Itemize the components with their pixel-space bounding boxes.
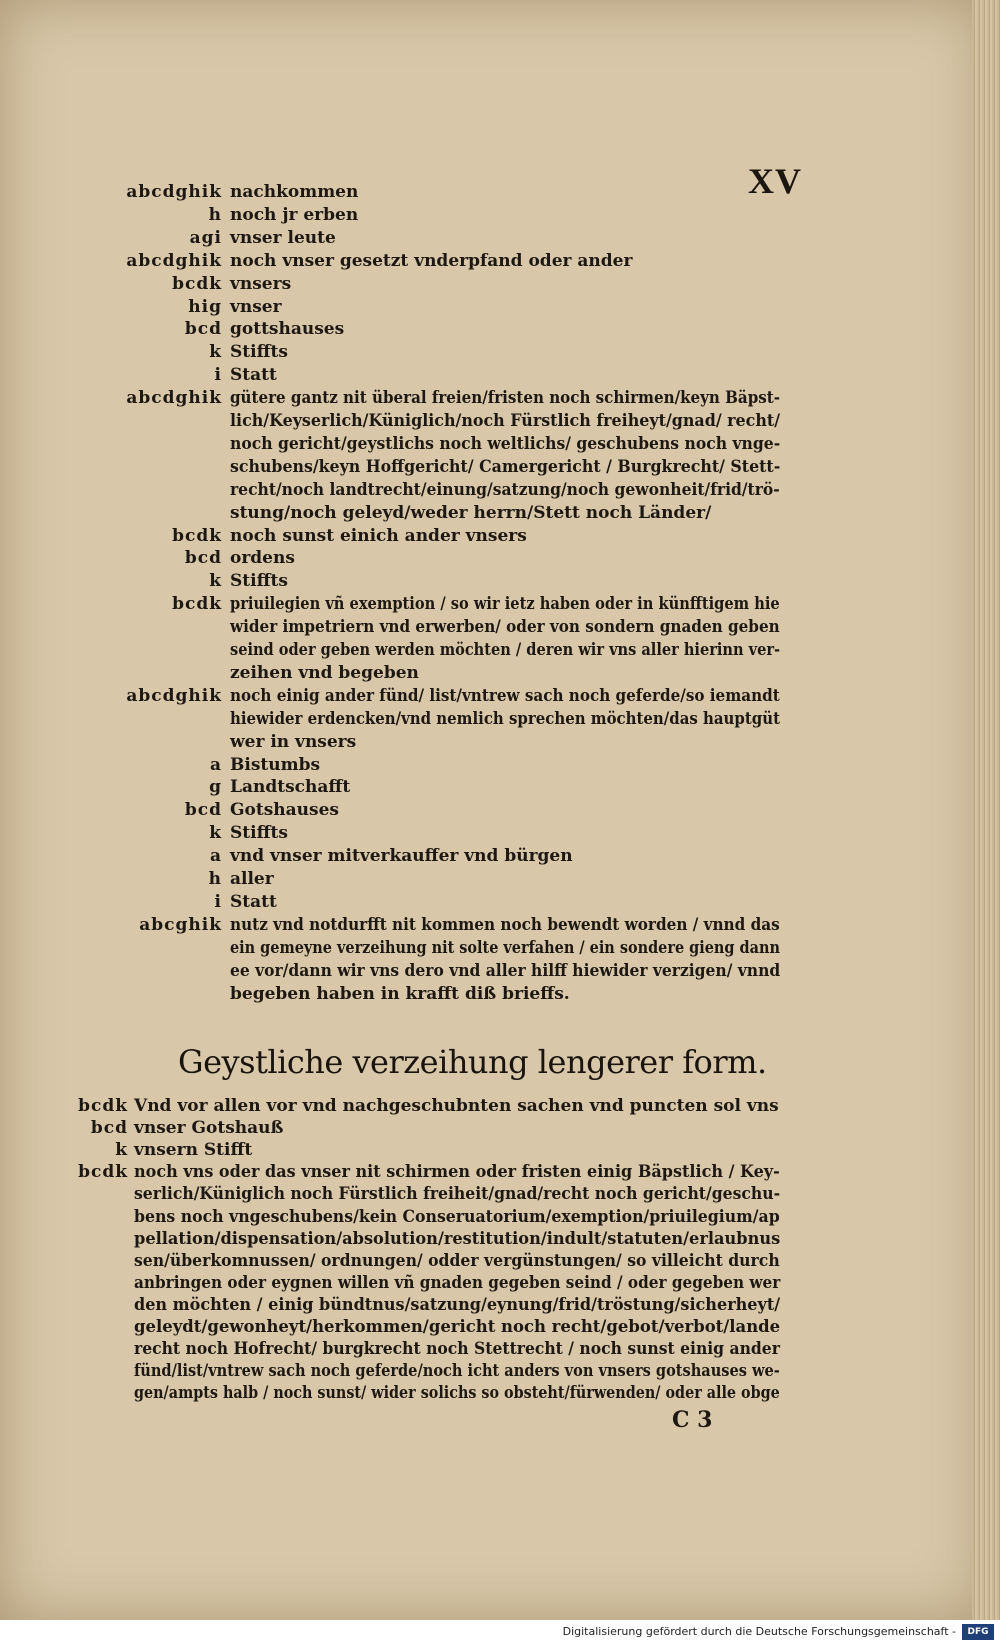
line-text: geleydt/gewonheyt/herkommen/gericht noch recht/gebot/verbot/lande (134, 1317, 781, 1337)
line-text: Stiffts (230, 571, 288, 592)
signature-mark: C 3 (672, 1407, 713, 1433)
line-text: fünd/list/vntrew sach noch geferde/noch icht anders von vnsers gotshauses we- (134, 1361, 780, 1382)
line-text: hiewider erdencken/vnd nemlich sprechen möchten/das hauptgüt (230, 708, 780, 729)
dfg-logo: DFG (962, 1624, 994, 1640)
line-text: vnser leute (230, 227, 336, 248)
line-text: noch vns oder das vnser nit schirmen oder fristen einig Bäpstlich / Key- (134, 1162, 780, 1183)
line-text: stung/noch geleyd/weder herrn/Stett noch Länder/ (230, 502, 712, 523)
line-text: pellation/dispensation/absolution/restitution/indult/statuten/erlaubnus (134, 1228, 781, 1249)
manuscript-code: bcdk (78, 1162, 128, 1183)
manuscript-code: abcdghik (126, 685, 222, 706)
manuscript-code: bcdk (172, 525, 222, 546)
manuscript-code: i (214, 891, 222, 912)
manuscript-code: abcghik (139, 914, 222, 935)
manuscript-code: bcdk (172, 273, 222, 294)
line-text: Stiffts (230, 342, 288, 363)
line-text: noch jr erben (230, 204, 359, 225)
line-text: anbringen oder eygnen willen vñ gnaden gegeben seind / oder gegeben wer (134, 1272, 781, 1293)
line-text: noch vnser gesetzt vnderpfand oder ander (230, 250, 633, 271)
line-text: aller (230, 869, 274, 889)
manuscript-code: a (209, 846, 222, 867)
manuscript-code: bcd (184, 548, 222, 569)
line-text: zeihen vnd begeben (230, 662, 419, 683)
section-heading: Geystliche verzeihung lengerer form. (178, 1043, 767, 1081)
line-text: noch einig ander fünd/ list/vntrew sach noch geferde/so iemandt (230, 685, 780, 706)
line-text: vnser Gotshauß (134, 1118, 284, 1139)
line-text: Stiffts (230, 823, 288, 844)
line-text: gütere gantz nit überal freien/fristen noch schirmen/keyn Bäpst- (230, 388, 781, 409)
manuscript-code: abcdghik (126, 182, 222, 202)
manuscript-code: bcdk (172, 594, 222, 615)
line-text: noch sunst einich ander vnsers (230, 525, 527, 546)
line-text: ein gemeyne verzeihung nit solte verfahen / ein sondere gieng dann (230, 937, 780, 958)
line-text: noch gericht/geystlichs noch weltlichs/ geschubens noch vnge- (230, 433, 781, 454)
manuscript-code: i (214, 365, 222, 386)
line-text: gottshauses (230, 319, 345, 340)
line-text: den möchten / einig bündtnus/satzung/eynung/frid/tröstung/sicherheyt/ (134, 1294, 781, 1315)
line-text: serlich/Küniglich noch Fürstlich freiheit/gnad/recht noch gericht/geschu- (134, 1184, 781, 1205)
line-text: gen/ampts halb / noch sunst/ wider solichs so obsteht/fürwenden/ oder alle obge (134, 1383, 780, 1404)
manuscript-code: k (209, 571, 222, 592)
line-text: begeben haben in krafft diß brieffs. (230, 983, 570, 1004)
line-text: Gotshauses (230, 800, 339, 821)
footer-credit: Digitalisierung gefördert durch die Deutsche Forschungsgemeinschaft - (562, 1625, 956, 1638)
line-text: Vnd vor allen vor vnd nachgeschubnten sachen vnd puncten sol vns (134, 1096, 779, 1116)
manuscript-code: a (209, 754, 222, 775)
line-text: lich/Keyserlich/Küniglich/noch Fürstlich freiheyt/gnad/ recht/ (230, 411, 781, 431)
line-text: vnsern Stifft (134, 1140, 253, 1161)
line-text: vnser (230, 296, 282, 317)
line-text: priuilegien vñ exemption / so wir ietz haben oder in künfftigem hie (230, 594, 780, 615)
line-text: recht/noch landtrecht/einung/satzung/noch gewonheit/frid/trö- (230, 479, 780, 500)
line-text: ordens (230, 548, 295, 569)
manuscript-code: bcd (184, 319, 222, 340)
manuscript-code: bcdk (78, 1096, 128, 1116)
manuscript-code: g (209, 777, 222, 798)
manuscript-code: h (208, 204, 222, 225)
manuscript-code: h (208, 869, 222, 889)
line-text: seind oder geben werden möchten / deren wir vns aller hierinn ver- (230, 640, 781, 660)
line-text: recht noch Hofrecht/ burgkrecht noch Stettrecht / noch sunst einig ander (134, 1339, 780, 1360)
line-text: sen/überkomnussen/ ordnungen/ odder vergünstungen/ so villeicht durch (134, 1250, 780, 1271)
folio-number: XV (748, 161, 802, 201)
manuscript-code: bcd (184, 800, 222, 821)
line-text: Landtschafft (230, 777, 351, 798)
line-text: nachkommen (230, 182, 359, 202)
manuscript-code: abcdghik (126, 250, 222, 271)
page-edge (972, 0, 1000, 1620)
line-text: Statt (230, 891, 277, 912)
line-text: Bistumbs (230, 754, 321, 775)
manuscript-code: k (115, 1140, 128, 1161)
manuscript-code: k (209, 823, 222, 844)
line-text: ee vor/dann wir vns dero vnd aller hilff hiewider verzigen/ vnnd (230, 960, 781, 981)
manuscript-code: abcdghik (126, 388, 222, 409)
line-text: nutz vnd notdurfft nit kommen noch bewendt worden / vnnd das (230, 914, 780, 935)
line-text: Statt (230, 365, 277, 386)
line-text: vnsers (230, 273, 292, 294)
manuscript-code: agi (189, 227, 222, 248)
line-text: schubens/keyn Hoffgericht/ Camergericht / Burgkrecht/ Stett- (230, 456, 781, 477)
line-text: bens noch vngeschubens/kein Conseruatorium/exemption/priuilegium/ap (134, 1206, 780, 1227)
line-text: vnd vnser mitverkauffer vnd bürgen (230, 846, 573, 867)
line-text: wider impetriern vnd erwerben/ oder von sondern gnaden geben (230, 617, 780, 638)
manuscript-code: k (209, 342, 222, 363)
manuscript-code: bcd (90, 1118, 128, 1139)
manuscript-code: hig (188, 296, 222, 317)
footer-bar (0, 1620, 1000, 1645)
line-text: wer in vnsers (230, 731, 357, 752)
